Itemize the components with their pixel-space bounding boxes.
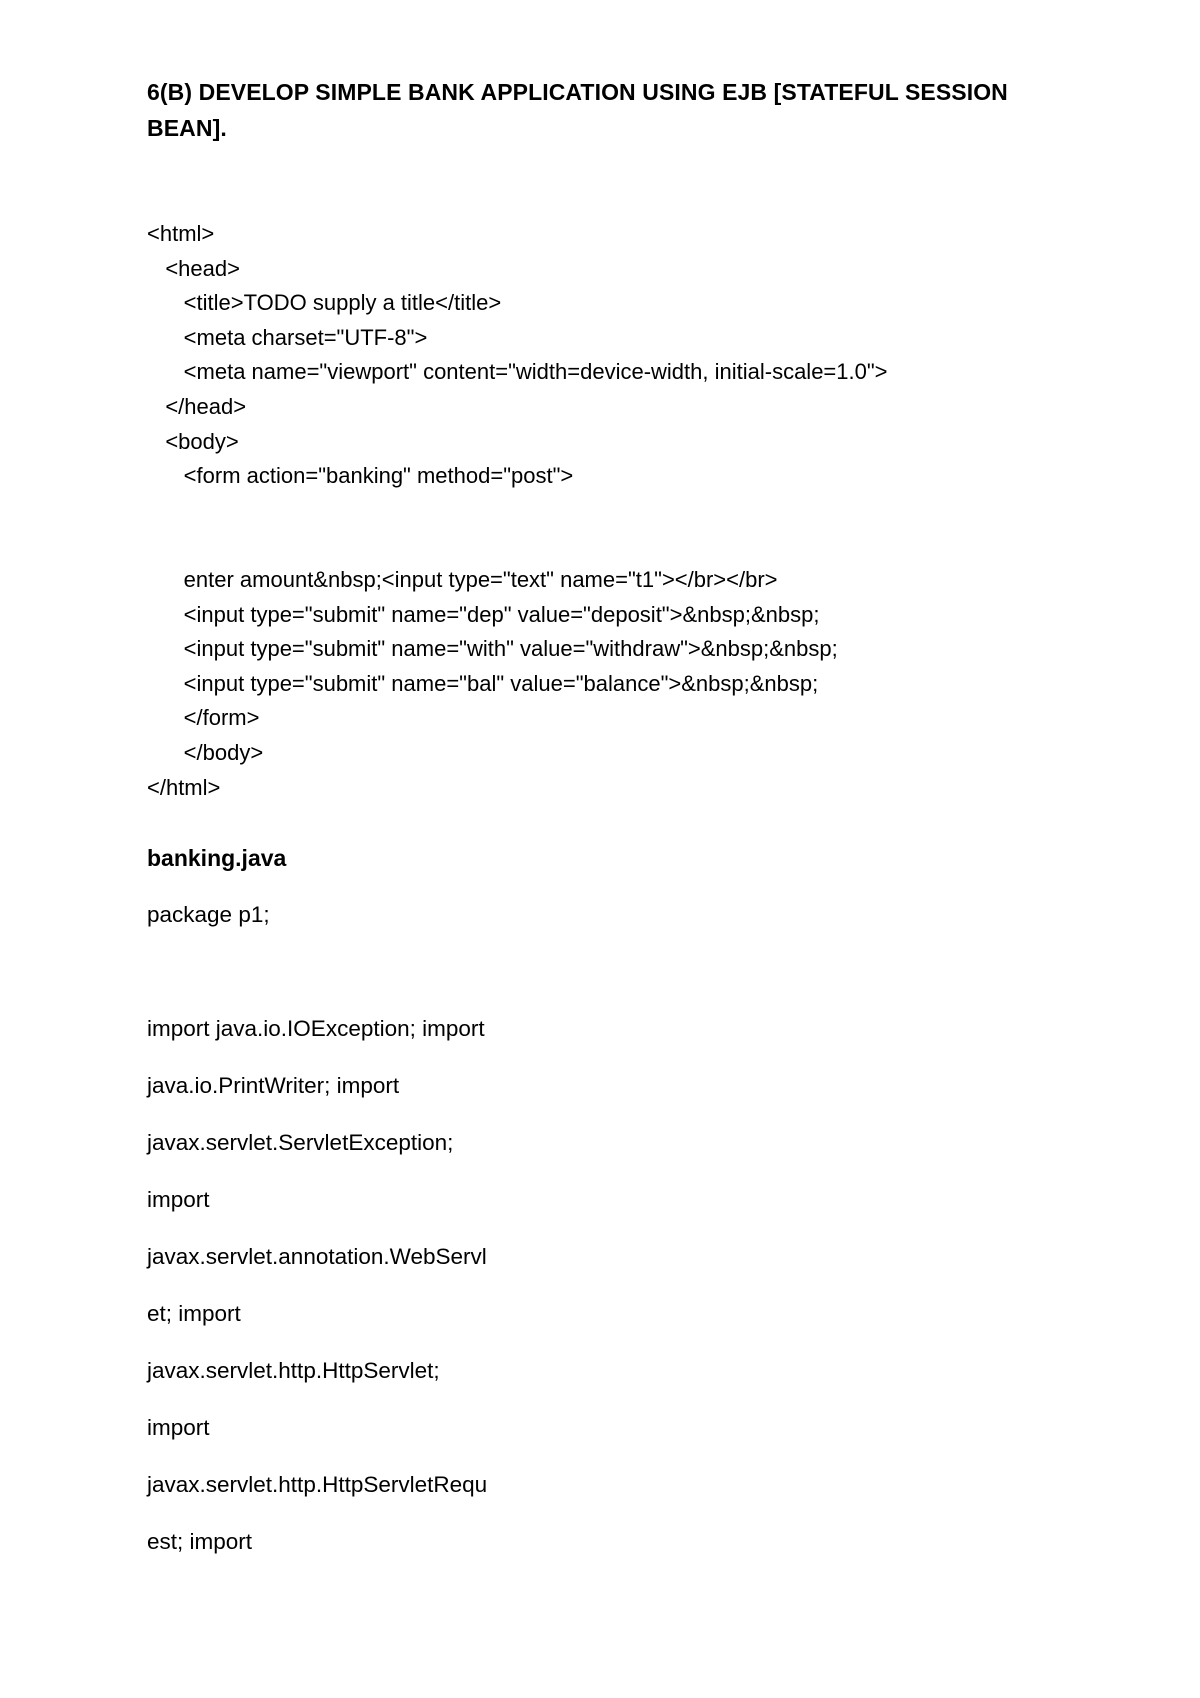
code-line: <body> [147,428,239,454]
document-heading: 6(B) DEVELOP SIMPLE BANK APPLICATION USING EJB [STATEFUL SESSION BEAN]. [147,79,1008,141]
java-code-line-blank [147,957,1147,1014]
html-code-block [147,217,1147,805]
code-line: </form> [147,705,260,731]
java-code-line: javax.servlet.ServletException; [147,1130,454,1155]
code-line: <form action="banking" method="post"> [147,463,574,489]
code-line-blank [147,494,1147,529]
code-line-blank [147,528,1147,563]
java-code-line: import java.io.IOException; import [147,1016,485,1041]
code-line: enter amount&nbsp;<input type="text" name="t1"></br></br> [147,566,778,592]
java-code-line: javax.servlet.http.HttpServlet; [147,1358,440,1383]
java-code-line: javax.servlet.annotation.WebServl [147,1244,487,1269]
java-code-line: import [147,1415,210,1440]
code-line: <input type="submit" name="dep" value="deposit">&nbsp;&nbsp; [147,601,820,627]
java-code-line: et; import [147,1301,241,1326]
code-line: </html> [147,774,221,800]
java-code-line: javax.servlet.http.HttpServletRequ [147,1472,488,1497]
java-code-line: package p1; [147,902,270,927]
code-line: </body> [147,739,264,765]
code-line: <head> [147,255,240,281]
java-code-block [147,900,1147,1584]
code-line: <input type="submit" name="with" value="withdraw">&nbsp;&nbsp; [147,636,838,662]
code-line: <meta name="viewport" content="width=device-width, initial-scale=1.0"> [147,359,888,385]
java-code-line: import [147,1187,210,1212]
code-line: </head> [147,393,247,419]
java-file-title: banking.java [147,845,287,871]
java-code-line: java.io.PrintWriter; import [147,1073,400,1098]
code-line: <title>TODO supply a title</title> [147,290,502,316]
code-line: <input type="submit" name="bal" value="balance">&nbsp;&nbsp; [147,670,819,696]
code-line: <meta charset="UTF-8"> [147,324,428,350]
code-line: <html> [147,221,215,246]
java-code-line: est; import [147,1529,253,1554]
